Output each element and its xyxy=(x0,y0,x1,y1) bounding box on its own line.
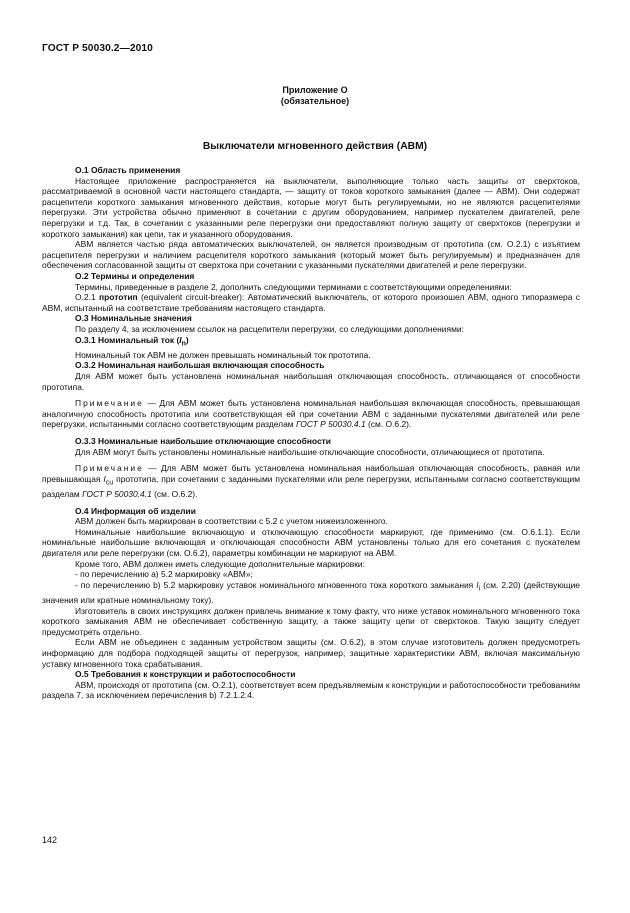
paragraph: По разделу 4, за исключением ссылок на расцепители перегрузки, со следующими дополнениями: xyxy=(75,323,464,334)
section-heading-o3: О.3 Номинальные значения xyxy=(75,313,192,324)
subsection-heading-o33: О.3.3 Номинальные наибольшие отключающие способности xyxy=(75,435,331,446)
page-number: 142 xyxy=(42,835,58,845)
paragraph: Для АВМ может быть установлена номинальная наибольшая отключающая способность, отличающаяся от способности прототипа. xyxy=(42,370,580,392)
paragraph: Термины, приведенные в разделе 2, дополнить следующими терминами с соответствующими определениями: xyxy=(75,281,512,292)
term-name: прототип xyxy=(99,292,138,303)
appendix-subtitle: (обязательное) xyxy=(280,96,350,106)
list-item: - по перечислению а) 5.2 маркировку «АВМ»; xyxy=(75,569,253,580)
section-heading-o2: О.2 Термины и определения xyxy=(75,270,195,281)
paragraph: АВМ является частью ряда автоматических выключателей, он является производным от прототипа (см. О.2.1) с изъятием расцепителя перегрузки и наличием расцепителя короткого замыкания (который может быть регулируемым) и предназначен для обеспечения согласованной защиты от сверхтока при сочетании с указанными пускателями двигателей и реле перегрузки. xyxy=(42,239,580,271)
paragraph: Для АВМ могут быть установлены номинальные наибольшие отключающие способности, отличающиеся от прототипа. xyxy=(75,446,545,457)
document-header: ГОСТ Р 50030.2—2010 xyxy=(42,43,153,54)
section-heading-o5: О.5 Требования к конструкции и работоспособности xyxy=(75,669,296,680)
paragraph: Кроме того, АВМ должен иметь следующие дополнительные маркировки: xyxy=(75,558,365,569)
subsection-heading-o31: О.3.1 Номинальный ток $(I_n)$ xyxy=(75,334,189,348)
paragraph: Номинальный ток АВМ не должен превышать номинальный ток прототипа. xyxy=(75,349,371,360)
subsection-heading-o32: О.3.2 Номинальная наибольшая включающая способность xyxy=(75,360,325,371)
note: Примечание — Для АВМ может быть установлена номинальная наибольшая включающая способность, превышающая аналогичную способность прототипа или соответствующая ей при сочетании АВМ с заданными пускателями двигателей или реле перегрузки, испытанными согласно соответствующим разделам ГОСТ Р 50030.4.1 (см. О.6.2). xyxy=(42,398,580,430)
list-item: - по перечислению b) 5.2 маркировку уставок номинального мгновенного тока короткого замыкания $I_i$ (см. 2.20) (действующие значения или кратные номинальному току). xyxy=(42,579,580,606)
section-heading-o4: О.4 Информация об изделии xyxy=(75,505,196,516)
paragraph: Если АВМ не объединен с заданным устройством защиты (см. О.6.2), в этом случае изготовитель должен предусмотреть информацию для подбора подходящей защиты от перегрузок, например, защитные характеристики АВМ, включая максимальную уставку мгновенного тока срабатывания. xyxy=(42,637,580,669)
term-definition: О.2.1 прототип (equivalent circuit-breaker): Автоматический выключатель, от которого произошел АВМ, одного типоразмера с АВМ, испытанный на соответствие требованиям настоящего стандарта. xyxy=(42,292,581,313)
page-title: Выключатели мгновенного действия (АВМ) xyxy=(202,141,428,152)
section-heading-o1: О.1 Область применения xyxy=(75,165,181,175)
paragraph: Изготовитель в своих инструкциях должен привлечь внимание к тому факту, что ниже уставок номинального мгновенного тока короткого замыкания АВМ не обеспечивает собственную защиту, а также защиту цепи от сверхтоков. Такую защиту следует предусмотреть отдельно. xyxy=(42,605,580,637)
paragraph: АВМ, происходя от прототипа (см. О.2.1), соответствует всем предъявляемым к конструкции и работоспособности требованиям раздела 7, за исключением перечисления b) 7.2.1.2.4. xyxy=(42,679,580,701)
note: Примечание — Для АВМ может быть установлена номинальная наибольшая отключающая способность, равная или превышающая $I_{cu}$ прототипа, при сочетании с заданными пускателями или реле перегрузки, испытанными согласно соответствующим разделам ГОСТ Р 50030.4.1 (см. О.6.2). xyxy=(42,463,580,499)
paragraph: Номинальные наибольшие включающую и отключающую способности маркируют, где применимо (см. О.6.1.1). Если номинальные наибольшие включающая и отключающая способности АВМ установлены только для его сочетания с пускателем двигателя или реле перегрузки (см. О.6.2), параметры комбинации не маркируют на АВМ. xyxy=(42,526,580,558)
document-body xyxy=(42,165,580,701)
paragraph: Настоящее приложение распространяется на выключатели, выполняющие только часть защиты от сверхтоков, рассматриваемой в основной части настоящего стандарта, — защиту от токов короткого замыкания (далее — АВМ). Они содержат расцепители короткого замыкания мгновенного действия, которые могут быть регулируемыми, но не являются расцепителями перегрузки. Эти устройства обычно применяют в сочетании с другим оборудованием, например пускателем двигателей, реле перегрузки и т.д. Так, в сочетании с указанными реле перегрузки они предоставляют полную защиту от сверхтоков (перегрузки и короткого замыкания) как цепи, так и указанного оборудования. xyxy=(42,175,580,239)
paragraph: АВМ должен быть маркирован в соответствии с 5.2 с учетом нижеизложенного. xyxy=(75,516,388,527)
appendix-title: Приложение О xyxy=(282,85,348,95)
